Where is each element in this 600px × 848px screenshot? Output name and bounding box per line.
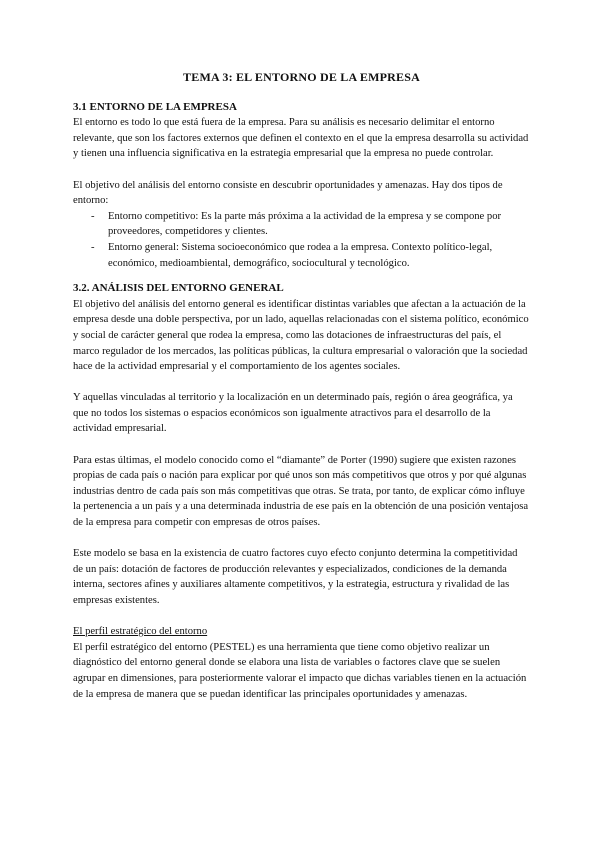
list-item — [73, 240, 530, 271]
list-item — [73, 209, 530, 240]
list-bullet: - — [91, 241, 95, 253]
list-bullet: - — [91, 210, 95, 222]
paragraph: El entorno es todo lo que está fuera de la empresa. Para su análisis es necesario delimitar el entorno relevante, que son los factores externos que definen el contexto en el que la empresa desarrolla su actividad y tienen una influencia significativa en la estrategia empresarial que la empresa no puede controlar. — [73, 117, 529, 160]
paragraph: Y aquellas vinculadas al territorio y la localización en un determinado país, región o área geográfica, ya que no todos los sistemas o espacios económicos son igualmente atractivos para el desarrollo de la actividad empresarial. — [73, 392, 513, 435]
paragraph: El perfil estratégico del entorno (PESTEL) es una herramienta que tiene como objetivo realizar un diagnóstico del entorno general donde se elabora una lista de variables o factores clave que se suelen agrupar en dimensiones, para posteriormente valorar el impacto que dichas variables tienen en la actuación de la empresa de manera que se puedan identificar las principales oportunidades y amenazas. — [73, 641, 527, 700]
paragraph: El objetivo del análisis del entorno consiste en descubrir oportunidades y amenazas. Hay dos tipos de entorno: — [73, 179, 503, 207]
page-title: TEMA 3: EL ENTORNO DE LA EMPRESA — [183, 70, 420, 84]
section-heading-analisis: 3.2. ANÁLISIS DEL ENTORNO GENERAL — [73, 282, 284, 295]
paragraph: El objetivo del análisis del entorno general es identificar distintas variables que afectan a la actuación de la empresa desde una doble perspectiva, por un lado, aquellas relacionadas con el sistema político, económico y social de carácter general que rodea la empresa, como las dotaciones de infraestructuras del país, el marco regulador de los mercados, las políticas públicas, la cultura empresarial o valoración que la sociedad hace de la actividad empresarial y el comportamiento de los agentes sociales. — [73, 298, 529, 373]
paragraph: Este modelo se basa en la existencia de cuatro factores cuyo efecto conjunto determina la competitividad de un país: dotación de factores de producción relevantes y especializados, condiciones de la demanda interna, sectores afines y auxiliares altamente competitivos, y la estrategia, estructura y rivalidad de las empresas existentes. — [73, 548, 518, 606]
subheading-perfil: El perfil estratégico del entorno — [73, 626, 208, 638]
list-item-text: Entorno general: Sistema socioeconómico que rodea a la empresa. Contexto político-legal, económico, medioambiental, demográfico, sociocultural y tecnológico. — [108, 241, 493, 269]
entorno-types-list — [73, 209, 530, 271]
list-item-text: Entorno competitivo: Es la parte más próxima a la actividad de la empresa y se compone por proveedores, competidores y clientes. — [108, 210, 502, 238]
section-heading-entorno: 3.1 ENTORNO DE LA EMPRESA — [73, 100, 237, 113]
paragraph: Para estas últimas, el modelo conocido como el “diamante” de Porter (1990) sugiere que existen razones propias de cada país o nación para explicar por qué unos son más competitivos que otros y por qué algunas industrias dentro de cada país son más competitivas que otras. Se trata, por tanto, de explicar cómo influye la pertenencia a un país y a una determinada industria de ese país en la obtención de una posición ventajosa de la empresa para competir con empresas de otros países. — [73, 454, 529, 529]
